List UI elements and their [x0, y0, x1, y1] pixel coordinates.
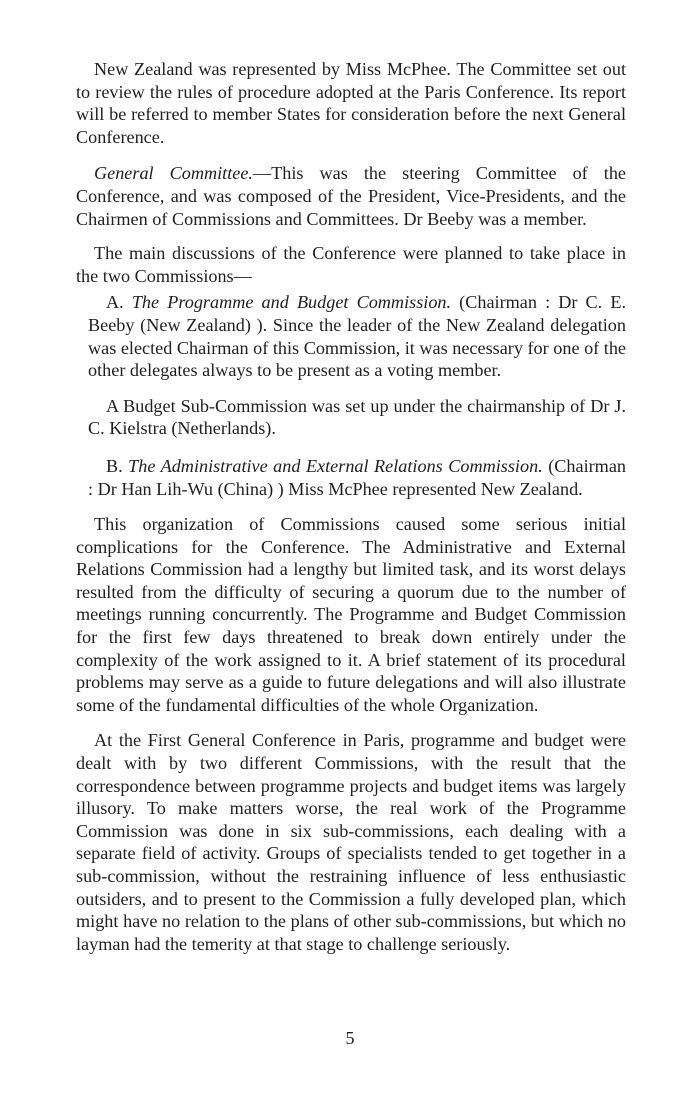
- paragraph-new-zealand-representation: New Zealand was represented by Miss McPhee. The Committee set out to review the rules of procedure adopted at the Paris Conference. Its report will be referred to member States for consideration before the next General Conference.: [76, 59, 626, 147]
- paragraph-main-discussions: The main discussions of the Conference were planned to take place in the two Commissions—: [76, 243, 626, 286]
- programme-budget-commission-body: (Chairman : Dr C. E. Beeby (New Zealand) ). Since the leader of the New Zealand delegation was elected Chairman of this Commission, it was necessary for one of the other delegates always to be present as a voting member.: [88, 292, 627, 381]
- programme-budget-commission-title: The Programme and Budget Commission.: [131, 292, 452, 313]
- paragraph-budget-sub-commission: A Budget Sub-Commission was set up under the chairmanship of Dr J. C. Kielstra (Netherlands).: [88, 395, 626, 439]
- paragraph-organization-complications: This organization of Commissions caused some serious initial complications for the Conference. The Administrative and External Relations Commission had a lengthy but limited task, and its worst delays resulted from the difficulty of securing a quorum due to the number of meetings running concurrently. The Programme and Budget Commission for the first few days threatened to break down entirely under the complexity of the work assigned to it. A brief statement of its procedural problems may serve as a guide to future delegations and will also illustrate some of the fundamental difficulties of the whole Organization.: [76, 514, 626, 715]
- general-committee-body: —This was the steering Committee of the Conference, and was composed of the President, Vice-Presidents, and the Chairmen of Commissions and Committees. Dr Beeby was a member.: [76, 163, 626, 229]
- administrative-commission-body: (Chairman : Dr Han Lih-Wu (China) ) Miss McPhee represented New Zealand.: [88, 455, 626, 499]
- list-item-programme-budget-commission: [88, 291, 626, 381]
- document-page: [76, 58, 626, 955]
- page-number: 5: [345, 1028, 355, 1048]
- list-marker-b: B.: [106, 455, 129, 476]
- paragraph-first-general-conference: At the First General Conference in Paris, programme and budget were dealt with by two different Commissions, with the result that the correspondence between programme projects and budget items was largely illusory. To make matters worse, the real work of the Programme Commission was done in six sub-commissions, each dealing with a separate field of activity. Groups of specialists tended to get together in a sub-commission, without the restraining influence of less enthusiastic outsiders, and to present to the Commission a fully developed plan, which might have no relation to the plans of other sub-commissions, but which no layman had the temerity at that stage to challenge seriously.: [76, 730, 626, 954]
- administrative-commission-title: The Administrative and External Relations Commission.: [128, 455, 543, 476]
- paragraph-general-committee: [76, 162, 626, 230]
- general-committee-heading: General Committee.: [94, 163, 253, 184]
- list-item-administrative-commission: [88, 455, 626, 500]
- list-marker-a: A.: [106, 292, 132, 313]
